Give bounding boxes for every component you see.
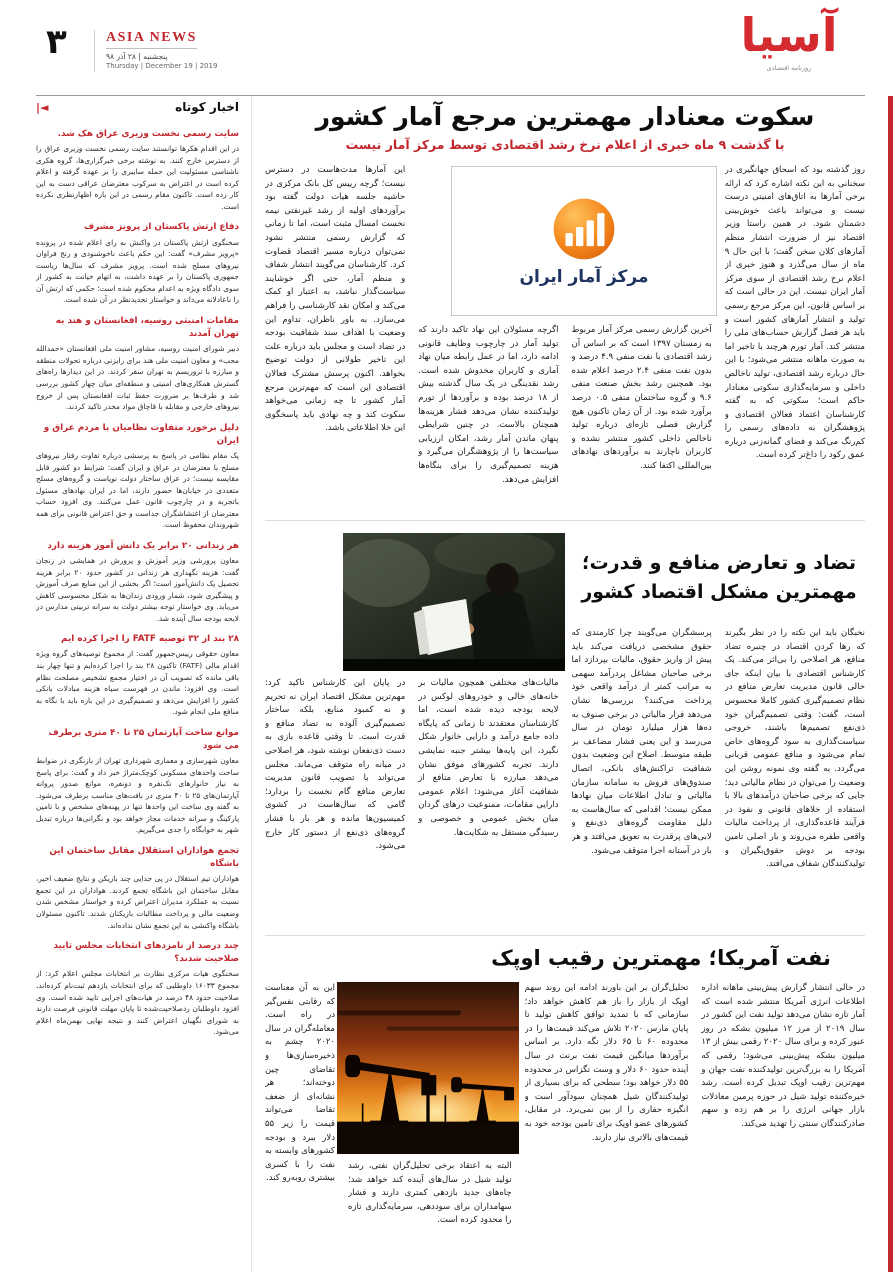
short-news-arrow-icon: ◄|	[36, 100, 49, 114]
short-news-title: اخبار کوتاه	[175, 100, 239, 114]
news-item-headline: سایت رسمی نخست وزیری عراق هک شد.	[57, 129, 239, 139]
article-column: تحلیل‌گران بر این باورند ادامه این روند سهم اوپک از بازار را باز هم کاهش خواهد داد؛ سازمانی که با تمدید توافق کاهش تولید تا پایان مارس ۲۰۲۰ تلاش می‌کند قیمت‌ها را در محدوده ۶۰ تا ۶۵ دلار نگه دارد. بر اساس برآوردها میانگین قیمت نفت برنت در سال آینده حدود ۶۰ دلار و وست تگزاس در محدوده ۵۵ دلار خواهد بود؛ سطحی که برای بسیاری از تولیدکنندگان شیل همچنان سودآور است و انگیزه حفاری را از بین نمی‌برد. در مقابل، کشورهای عضو اوپک برای تامین بودجه خود به قیمت‌های بالاتری نیاز دارند.	[524, 983, 689, 1143]
person-with-documents-photo	[343, 533, 565, 671]
brand-block	[106, 30, 276, 70]
brand-title: ASIA NEWS	[106, 30, 197, 49]
article-column: روز گذشته بود که اسحاق جهانگیری در سخنانی به این نکته اشاره کرد که ارائه برخی آمارها به اتاق‌های امنیتی درست نیست و می‌تواند باعث خوش‌بینی دشمنان شود. در همین راستا وزیر اقتصاد نیز از ضرورت انتشار منظم آمارهای کلان سخن گفت؛ با این حال ۹ ماه از سال می‌گذرد و هنوز خبری از اعلام نرخ رشد اقتصادی از سوی مرکز آمار ایران نیست. این در حالی است که بر اساس قانون، این مرکز مرجع رسمی تولید و انتشار آمارهای کشور است و باید هر فصل گزارش حساب‌های ملی را منتشر کند. آمار تورم هرچند با تاخیر اما به صورت ماهانه منتشر می‌شود؛ با این حال درباره رشد اقتصادی، تولید ناخالص داخلی و سرمایه‌گذاری سکوتی معنادار حاکم است؛ سکوتی که به گفته کارشناسان اعتماد فعالان اقتصادی و پژوهشگران به داده‌های رسمی را کم‌رنگ می‌کند و فضای گمانه‌زنی درباره عمق رکود را داغ‌تر کرده است.	[724, 165, 865, 461]
article-statistics	[265, 102, 865, 508]
news-item-headline: موانع ساخت آپارتمان ۲۵ تا ۴۰ متری برطرف می شود	[48, 727, 239, 751]
article-statistics-body	[265, 164, 865, 508]
article-column: در پایان این کارشناس تاکید کرد: مهم‌ترین مشکل اقتصاد ایران نه تحریم و نه کمبود منابع، بلکه ساختار تصمیم‌گیری آلوده به تضاد منافع و قدرت است. تا وقتی قاعده بازی به دست ذی‌نفعان نوشته شود، هر اصلاحی در میانه راه متوقف می‌ماند. مجلس می‌تواند با تصویب قانون مدیریت تعارض منافع گام نخست را بردارد؛ گامی که سال‌هاست در کشوی کمیسیون‌ها مانده و هر بار با فشار گروه‌های ذی‌نفع از دستور کار خارج می‌شود.	[265, 678, 406, 852]
news-item	[36, 221, 239, 305]
headline-line-2: مهمترین مشکل اقتصاد کشور	[581, 581, 857, 604]
bar-chart-icon	[551, 196, 617, 262]
news-item-body: دبیر شورای امنیت روسیه، مشاور امنیت ملی افغانستان «حمدالله محب» و معاون امنیت ملی هند برای رایزنی درباره تحولات منطقه و مبارزه با تروریسم به تهران سفر کردند. در این دیدارها راه‌های گسترش همکاری‌های امنیتی و منطقه‌ای میان چهار کشور بررسی شد و طرف‌ها بر ضرورت حفظ ثبات افغانستان پس از خروج نیروهای خارجی و مقابله با قاچاق مواد مخدر تاکید کردند.	[36, 344, 239, 412]
header-divider	[94, 30, 95, 72]
logo-calligraphy: آسیا	[740, 8, 838, 62]
news-item	[36, 128, 239, 212]
news-item-body: یک مقام نظامی در پاسخ به پرسشی درباره تفاوت رفتار نیروهای مسلح با معترضان در عراق و ایران گفت: شرایط دو کشور قابل مقایسه نیست؛ در عراق ساختار دولت نوپاست و گروه‌های مسلح متعددی در خیابان‌ها حضور دارند، اما در ایران نهادهای مسئول باتجربه و در چارچوب قانون عمل می‌کنند. وی افزود حساب معترضان از اغتشاشگران جداست و حق اعتراض قانونی برای همه شهروندان محفوظ است.	[36, 450, 239, 530]
news-item-body: در این اقدام هکرها توانستند سایت رسمی نخست وزیری عراق را از دسترس خارج کنند. به نوشته برخی خبرگزاری‌ها، گروه هکری ناشناسی مسئولیت این حمله سایبری را بر عهده گرفته و اعلام کرده است در اعتراض به سرکوب معترضان عراقی دست به این کار زده است. تاکنون مقام رسمی در این باره اظهارنظری نکرده است.	[36, 144, 239, 211]
short-news-header	[36, 100, 239, 118]
news-item-body: معاون حقوقی رییس‌جمهور گفت: از مجموع توصیه‌های گروه ویژه اقدام مالی (FATF) تاکنون ۲۸ بند را اجرا کرده‌ایم و تنها چهار بند باقی مانده که تصویب آن در اختیار مجمع تشخیص مصلحت نظام است. وی افزود: ماندن در فهرست سیاه هزینه مبادلات بانکی کشور را افزایش می‌دهد و تصمیم‌گیری در این باره باید با نگاه به منافع ملی انجام شود.	[36, 649, 239, 717]
news-item	[36, 422, 239, 531]
news-item-body: سخنگوی هیات مرکزی نظارت بر انتخابات مجلس اعلام کرد: از مجموع ۱۶۰۳۳ داوطلبی که برای انتخابات یازدهم ثبت‌نام کرده‌اند، صلاحیت حدود ۴۸ درصد در هیات‌های اجرایی تایید شده است. وی افزود داوطلبان ردصلاحیت‌شده تا پایان مهلت قانونی فرصت دارند به شورای نگهبان اعتراض کنند و نتیجه نهایی بهمن‌ماه اعلام می‌شود.	[36, 969, 239, 1037]
news-item-headline: دلیل برخورد متفاوت نظامیان با مردم عراق و ایران	[43, 422, 239, 446]
article-conflict-headline	[581, 549, 857, 608]
short-news-sidebar	[36, 96, 252, 1272]
news-item-body: هواداران تیم استقلال در پی جدایی چند بازیکن و نتایج ضعیف اخیر، مقابل ساختمان این باشگاه تجمع کردند. هواداران در این تجمع نسبت به عملکرد مدیران اعتراض کرده و خواستار مشخص شدن وضعیت مالی و پرداخت مطالبات بازیکنان شدند. تاکنون مسئولان باشگاه واکنشی به این تجمع نشان نداده‌اند.	[36, 874, 239, 930]
logo-subtitle: روزنامه اقتصادی	[766, 64, 812, 73]
page-content	[36, 96, 865, 1272]
page-header	[36, 0, 865, 96]
news-item	[36, 633, 239, 717]
article-statistics-headline: سکوت معنادار مهمترین مرجع آمار کشور	[315, 102, 815, 131]
article-oil	[265, 935, 865, 1240]
page-edge-bar	[888, 96, 893, 1272]
article-column: این به آن معناست که رقابتی نفس‌گیر در راه است. معامله‌گران در سال ۲۰۲۰ چشم به ذخیره‌سازی‌ها و تقاضای چین دوخته‌اند؛ هر نشانه‌ای از ضعف تقاضا می‌تواند قیمت را زیر ۵۵ دلار ببرد و بودجه کشورهای وابسته به نفت را با کسری بیشتری روبه‌رو کند.	[265, 983, 335, 1184]
article-column: مالیات‌های مختلفی همچون مالیات بر خانه‌های خالی و خودروهای لوکس در لایحه بودجه دیده شده است، اما کارشناسان معتقدند تا زمانی که پایگاه داده جامع درآمد و دارایی خانوار شکل نگیرد، این پایه‌ها بیشتر جنبه نمایشی دارند. تجربه کشورهای موفق نشان می‌دهد مبارزه با تعارض منافع از شفافیت آغاز می‌شود: اعلام عمومی دارایی مقامات، ممنوعیت درهای گردان میان بخش عمومی و خصوصی و رسیدگی مستقل به شکایت‌ها.	[418, 678, 559, 838]
news-item-headline: هر زندانی ۲۰ برابر یک دانش آموز هزینه دارد	[47, 540, 239, 551]
article-column: البته به اعتقاد برخی تحلیل‌گران نفتی، رشد تولید شیل در سال‌های آینده کند خواهد شد؛ چاه‌های جدید بازدهی کمتری دارند و فشار سهامداران برای سوددهی، سرمایه‌گذاری تازه را محدود کرده است.	[347, 1161, 512, 1226]
news-item	[36, 540, 239, 624]
news-item-body: معاون پرورشی وزیر آموزش و پرورش در همایشی در زنجان گفت: هزینه نگهداری هر زندانی در کشور حدود ۲۰ برابر هزینه تحصیل یک دانش‌آموز است؛ اگر بخشی از این منابع صرف آموزش و پیشگیری شود، شمار ورودی زندان‌ها به شکل محسوسی کاهش می‌یابد. وی خواستار توجه بیشتر دولت به سرانه تربیتی مدارس در لایحه بودجه سال آینده شد.	[36, 555, 239, 623]
oil-pumpjacks-photo	[337, 982, 519, 1154]
article-column: در حالی انتشار گزارش پیش‌بینی ماهانه اداره اطلاعات انرژی آمریکا منتشر شده است که آمار تازه نشان می‌دهد تولید نفت این کشور در سال ۲۰۱۹ از مرز ۱۲ میلیون بشکه در روز عبور کرده و برای سال ۲۰۲۰ رقمی بیش از ۱۳ میلیون بشکه پیش‌بینی می‌شود؛ رقمی که آمریکا را به بزرگ‌ترین تولیدکننده نفت جهان و مهم‌ترین رقیب اوپک تبدیل کرده است. رشد خیره‌کننده تولید شیل در حوزه پرمین معادلات بازار جهانی انرژی را بر هم زده و سهم صادرکنندگان سنتی را تهدید می‌کند.	[701, 983, 865, 1129]
news-item	[36, 315, 239, 413]
headline-line-1: تضاد و تعارض منافع و قدرت؛	[581, 552, 857, 574]
news-item-headline: تجمع هواداران استقلال مقابل ساختمان این باشگاه	[49, 845, 239, 870]
newspaper-logo	[719, 8, 859, 72]
article-statistics-subheadline: با گذشت ۹ ماه خبری از اعلام نرخ رشد اقتصادی توسط مرکز آمار نیست	[345, 137, 785, 152]
statistics-center-logo-caption: مرکز آمار ایران	[519, 266, 649, 287]
article-oil-headline: نفت آمریکا؛ مهمترین رقیب اوپک	[491, 946, 831, 970]
news-item-headline: دفاع ارتش پاکستان از پرویز مشرف	[84, 222, 239, 233]
news-item-body: معاون شهرسازی و معماری شهرداری تهران از بازنگری در ضوابط ساخت واحدهای مسکونی کوچک‌متراژ خبر داد و گفت: برای پاسخ به نیاز خانوارهای تک‌نفره و دونفره، موانع صدور پروانه آپارتمان‌های ۲۵ تا ۴۰ متری در بافت‌های مناسب برطرف می‌شود. به گفته وی ساخت این واحدها تنها در پهنه‌های مشخص و با تامین پارکینگ و سرانه خدمات مجاز خواهد بود و نگرانی‌ها درباره تبدیل شهر به خوابگاه را جدی می‌گیریم.	[36, 756, 239, 835]
news-item	[36, 845, 239, 931]
page-number: ۳	[46, 22, 67, 62]
article-column: این آمارها مدت‌هاست در دسترس نیست؛ گرچه رییس کل بانک مرکزی در حاشیه جلسه هیات دولت گفته بود برآوردهای اولیه از رشد غیرنفتی نیمه نخست امسال مثبت است، اما تا زمانی که گزارش رسمی منتشر نشود نمی‌توان درباره مسیر اقتصاد قضاوت کرد. کارشناسان می‌گویند انتشار شفاف و منظم آمار، حتی اگر خوشایند سیاست‌گذار نباشد، به اعتبار او کمک می‌کند و امکان نقد کارشناسی را فراهم می‌سازد. به باور ناظران، تداوم این وضعیت با اهداف سند شفافیت بودجه در تضاد است و مجلس باید درباره علت این تاخیر طولانی از دولت توضیح بخواهد. اکنون پرسش مشترک فعالان اقتصادی این است که مهم‌ترین مرجع آمار کشور تا چه زمانی می‌خواهد سکوت کند و چه نهادی باید پاسخگوی این خلا اطلاعاتی باشد.	[265, 165, 406, 434]
news-item-body: سخنگوی ارتش پاکستان در واکنش به رای اعلام شده در پرونده «پرویز مشرف» گفت: این حکم باعث ناخوشنودی و رنج فراوان نیروهای مسلح شده است. پرویز مشرف که سال‌ها ریاست جمهوری پاکستان را بر عهده داشت، به اتهام خیانت به کشور از سوی دادگاه ویژه به اعدام محکوم شده است؛ حکمی که ارتش آن را ناعادلانه می‌داند و خواستار تجدیدنظر در آن شده است.	[36, 237, 239, 305]
date-persian: پنجشنبه | ۲۸ آذر ۹۸	[106, 52, 168, 61]
article-column: اگرچه مسئولان این نهاد تاکید دارند که تولید آمار در چارچوب وظایف قانونی ادامه دارد، اما در عمل رابطه میان نهاد آماری و کاربران مخدوش شده است. رشد نقدینگی در یک سال گذشته بیش از ۱۸ درصد بوده و برآوردها از تورم تولیدکننده نشان می‌دهد فشار هزینه‌ها همچنان بالاست. در چنین شرایطی پنهان ماندن آمار رشد، امکان ارزیابی سیاست‌ها را از پژوهشگران می‌گیرد و هزینه تصمیم‌گیری را برای بنگاه‌ها افزایش می‌دهد.	[418, 325, 559, 485]
article-column: آخرین گزارش رسمی مرکز آمار مربوط به زمستان ۱۳۹۷ است که بر اساس آن رشد اقتصادی با نفت منفی ۴.۹ درصد و بدون نفت منفی ۲.۴ درصد اعلام شده بود. همچنین رشد بخش صنعت منفی ۹.۶ و گروه ساختمان منفی ۰.۵ درصد برآورد شده بود. از آن زمان تاکنون هیچ گزارش فصلی تازه‌ای درباره تولید ناخالص داخلی کشور منتشر نشده و کاربران ناچارند به برآوردهای نهادهای بین‌المللی اکتفا کنند.	[571, 325, 712, 471]
article-conflict	[265, 520, 865, 923]
news-item-headline: مقامات امنیتی روسیه، افغانستان و هند به تهران آمدند	[55, 315, 239, 340]
article-column: پرسشگران می‌گویند چرا کارمندی که حقوق مشخصی دریافت می‌کند باید پیش از واریز حقوق، مالیات بپردازد اما برخی صاحبان مشاغل پردرآمد سهمی به مراتب کمتر از درآمد واقعی خود پرداخت می‌کنند؟ بررسی‌ها نشان می‌دهد فرار مالیاتی در برخی صنوف به ده‌ها هزار میلیارد تومان در سال می‌رسد و این یعنی فشار مضاعف بر طبقه متوسط. اصلاح این وضعیت بدون شفافیت تراکنش‌های بانکی، اتصال صندوق‌های فروش به سامانه سازمان مالیاتی و تبادل اطلاعات میان نهادها ممکن نیست؛ اقدامی که سال‌هاست به دلیل مقاومت گروه‌های ذی‌نفع و لابی‌های پرقدرت به تعویق می‌افتد و هر بار در آستانه اجرا متوقف می‌شود.	[571, 628, 712, 856]
article-column: نخبگان باید این نکته را در نظر بگیرند که رها کردن اقتصاد در چنبره تضاد منافع، هر اصلاحی را بی‌اثر می‌کند. یک کارشناس اقتصادی با بیان اینکه جای خالی قانون مدیریت تعارض منافع در نظام تصمیم‌گیری کشور کاملا محسوس است، گفت: وقتی تصمیم‌گیران خود ذی‌نفع تصمیم‌ها باشند، خروجی سیاست‌گذاری به سود گروه‌های خاص تمام می‌شود و منافع عمومی قربانی می‌گردد. به گفته وی نمونه روشن این وضعیت را می‌توان در نظام مالیاتی دید؛ جایی که برخی صاحبان درآمدهای بالا با استفاده از خلاهای قانونی و نفوذ در فرآیند قاعده‌گذاری، از پرداخت مالیات واقعی طفره می‌روند و بار اصلی تامین بودجه بر دوش حقوق‌بگیران و تولیدکنندگان شفاف می‌افتد.	[724, 628, 865, 870]
date-english: Thursday | December 19 | 2019	[106, 62, 218, 70]
news-item-headline: چند درصد از نامزدهای انتخابات مجلس تایید صلاحیت شدند؟	[53, 941, 239, 965]
news-item	[36, 940, 239, 1038]
statistics-center-logo	[451, 166, 717, 316]
news-item	[36, 727, 239, 836]
news-item-headline: ۲۸ بند از ۳۲ توصیه FATF را اجرا کرده ایم	[61, 634, 239, 645]
main-articles	[265, 96, 865, 1272]
